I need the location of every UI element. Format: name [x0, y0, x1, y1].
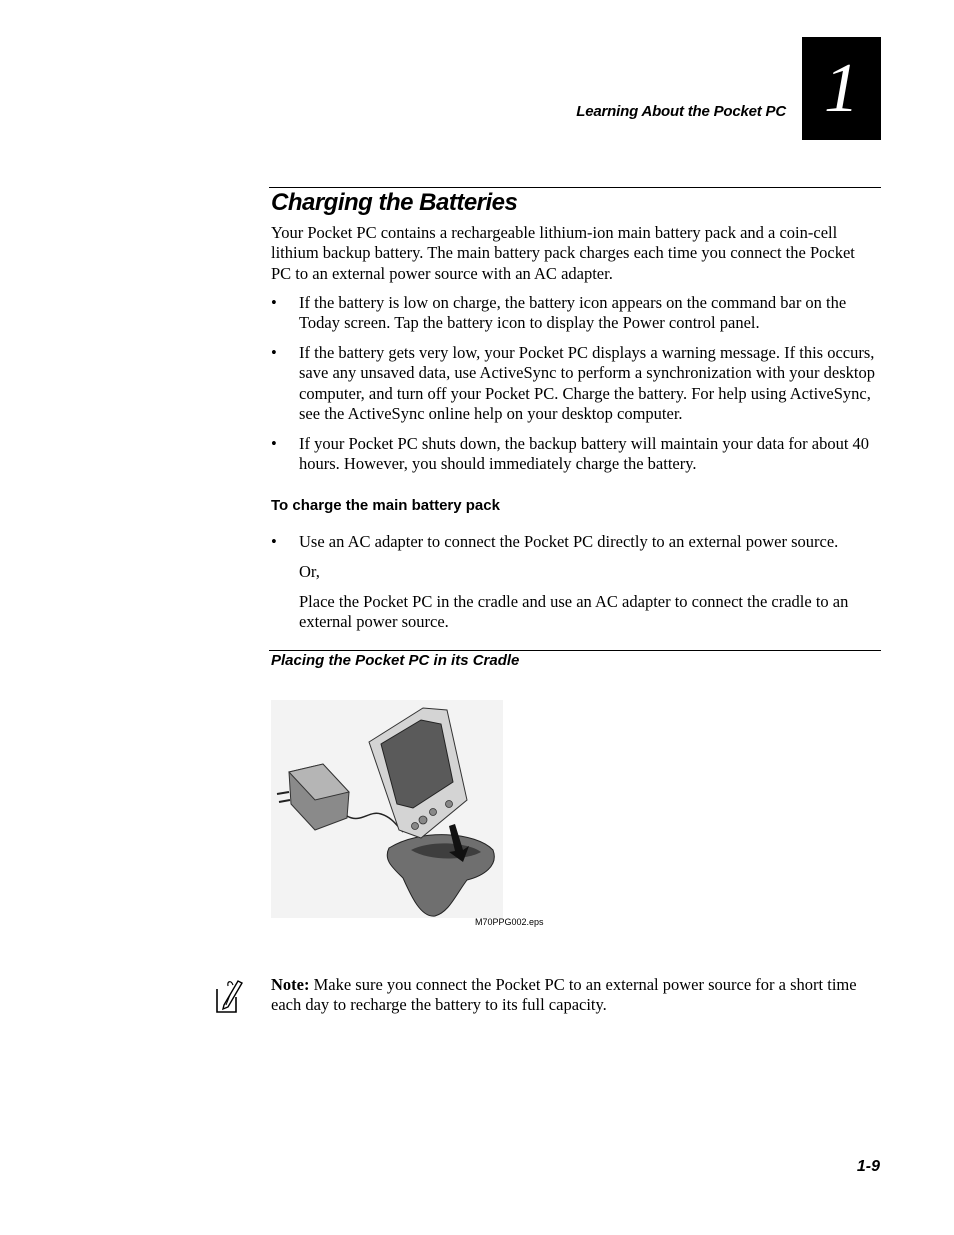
note-label: Note: — [271, 975, 310, 994]
procedure-alternative: Place the Pocket PC in the cradle and use an AC adapter to connect the cradle to an external power source. — [299, 592, 849, 632]
section-title: Charging the Batteries — [271, 189, 518, 216]
bullet-icon: • — [271, 532, 277, 551]
running-header: Learning About the Pocket PC — [576, 103, 786, 120]
page-number: 1-9 — [856, 1158, 880, 1175]
list-item-text: If your Pocket PC shuts down, the backup battery will maintain your data for about 40 hours. However, you should immediately charge the battery. — [299, 434, 870, 474]
figure-file-label: M70PPG002.eps — [475, 917, 544, 927]
chapter-tab: 1 — [802, 37, 881, 140]
figure-caption: Placing the Pocket PC in its Cradle — [271, 652, 520, 669]
cradle-illustration — [271, 700, 571, 928]
or-text: Or, — [299, 562, 320, 581]
note-text: Make sure you connect the Pocket PC to an external power source for a short time each day to recharge the battery to its full capacity. — [271, 975, 857, 1015]
note-icon — [214, 975, 244, 1015]
procedure-step: Use an AC adapter to connect the Pocket PC directly to an external power source. — [299, 532, 839, 551]
list-item-text: If the battery gets very low, your Pocket PC displays a warning message. If this occurs, save any unsaved data, use ActiveSync to perform a synchronization with your desktop computer, and turn off your Pocket PC. Charge the battery. For help using ActiveSync, see the ActiveSync online help on your desktop computer. — [299, 343, 875, 423]
bullet-icon: • — [271, 434, 277, 453]
figure-rule — [269, 650, 881, 651]
note-block — [271, 975, 876, 1016]
intro-paragraph: Your Pocket PC contains a rechargeable lithium-ion main battery pack and a coin-cell lithium backup battery. The main battery pack charges each time you connect the Pocket PC to an external power source with an AC adapter. — [271, 223, 855, 283]
bullet-icon: • — [271, 293, 277, 312]
procedure-heading: To charge the main battery pack — [271, 497, 500, 514]
list-item-text: If the battery is low on charge, the battery icon appears on the command bar on the Today screen. Tap the battery icon to display the Power control panel. — [299, 293, 847, 333]
section-rule — [269, 187, 881, 188]
bullet-icon: • — [271, 343, 277, 362]
